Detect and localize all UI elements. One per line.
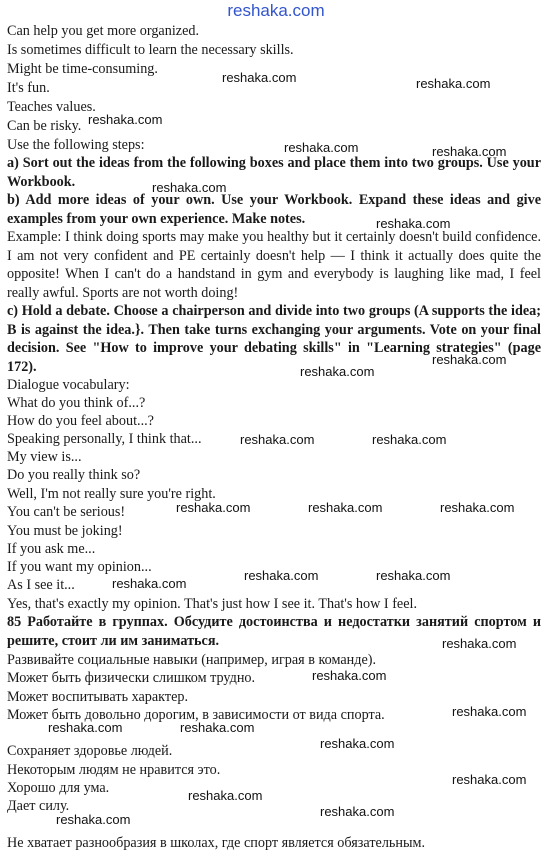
watermark: reshaka.com (432, 352, 507, 367)
task-85: 85 Работайте в группах. Обсудите достоинства и недостатки занятий спортом и решите, стоит ли им заниматься. (7, 614, 541, 649)
dialogue-phrase: What do you think of...? (7, 395, 146, 411)
watermark: reshaka.com (416, 76, 491, 91)
idea-line: Is sometimes difficult to learn the necessary skills. (7, 42, 294, 58)
steps-intro: Use the following steps: (7, 137, 145, 153)
watermark: reshaka.com (300, 364, 375, 379)
watermark: reshaka.com (240, 432, 315, 447)
watermark: reshaka.com (88, 112, 163, 127)
ru-line: Может быть физически слишком трудно. (7, 670, 256, 686)
watermark: reshaka.com (320, 736, 395, 751)
dialogue-phrase: Yes, that's exactly my opinion. That's just how I see it. That's how I feel. (7, 596, 417, 612)
dialogue-phrase: My view is... (7, 449, 82, 465)
watermark: reshaka.com (312, 668, 387, 683)
ru-line: Дает силу. (7, 798, 70, 814)
example-paragraph: Example: I think doing sports may make you healthy but it certainly doesn't build confidence. I am not very confident and PE certainly doesn't help — I think it actually does quite the opposite! When I can't do a handstand in gym and everybody is laughing like mad, I feel really awful. Sports are not worth doing! (7, 229, 541, 301)
watermark: reshaka.com (440, 500, 515, 515)
ru-line: Хорошо для ума. (7, 780, 110, 796)
dialogue-phrase: If you ask me... (7, 541, 96, 557)
dialogue-phrase: Speaking personally, I think that... (7, 431, 202, 447)
site-header[interactable]: reshaka.com (227, 1, 325, 20)
ru-line: Может воспитывать характер. (7, 689, 189, 705)
step-b: b) Add more ideas of your own. Use your Workbook. Expand these ideas and give examples from your own experience. Make notes. (7, 192, 541, 227)
idea-line: Might be time-consuming. (7, 61, 158, 77)
watermark: reshaka.com (152, 180, 227, 195)
dialogue-phrase: If you want my opinion... (7, 559, 152, 575)
watermark: reshaka.com (176, 500, 251, 515)
dialogue-phrase: Do you really think so? (7, 467, 141, 483)
ru-line: Не хватает разнообразия в школах, где спорт является обязательным. (7, 835, 426, 851)
ru-line: Развивайте социальные навыки (например, играя в команде). (7, 652, 377, 668)
idea-line: Teaches values. (7, 99, 96, 115)
watermark: reshaka.com (284, 140, 359, 155)
watermark: reshaka.com (48, 720, 123, 735)
watermark: reshaka.com (442, 636, 517, 651)
ru-line: Некоторым людям не нравится это. (7, 762, 221, 778)
idea-line: It's fun. (7, 80, 50, 96)
watermark: reshaka.com (308, 500, 383, 515)
watermark: reshaka.com (56, 812, 131, 827)
watermark: reshaka.com (112, 576, 187, 591)
watermark: reshaka.com (452, 772, 527, 787)
watermark: reshaka.com (180, 720, 255, 735)
idea-line: Can help you get more organized. (7, 23, 200, 39)
dialogue-phrase: You must be joking! (7, 523, 123, 539)
dialogue-phrase: You can't be serious! (7, 504, 126, 520)
dialogue-heading: Dialogue vocabulary: (7, 377, 130, 393)
ru-line: Может быть довольно дорогим, в зависимости от вида спорта. (7, 707, 385, 723)
watermark: reshaka.com (244, 568, 319, 583)
step-a: a) Sort out the ideas from the following boxes and place them into two groups. Use your Workbook. (7, 155, 541, 190)
watermark: reshaka.com (376, 568, 451, 583)
watermark: reshaka.com (376, 216, 451, 231)
ru-line: Сохраняет здоровье людей. (7, 743, 173, 759)
dialogue-phrase: How do you feel about...? (7, 413, 154, 429)
watermark: reshaka.com (320, 804, 395, 819)
watermark: reshaka.com (432, 144, 507, 159)
watermark: reshaka.com (452, 704, 527, 719)
step-c: c) Hold a debate. Choose a chairperson and divide into two groups (A supports the idea; B is against the idea.}. Then take turns exchanging your arguments. Vote on your final decision. See "How to improve your debating skills" in "Learning strategies" (page 172). (7, 303, 541, 375)
watermark: reshaka.com (372, 432, 447, 447)
watermark: reshaka.com (188, 788, 263, 803)
dialogue-phrase: Well, I'm not really sure you're right. (7, 486, 216, 502)
dialogue-phrase: As I see it... (7, 577, 75, 593)
watermark: reshaka.com (222, 70, 297, 85)
idea-line: Can be risky. (7, 118, 82, 134)
